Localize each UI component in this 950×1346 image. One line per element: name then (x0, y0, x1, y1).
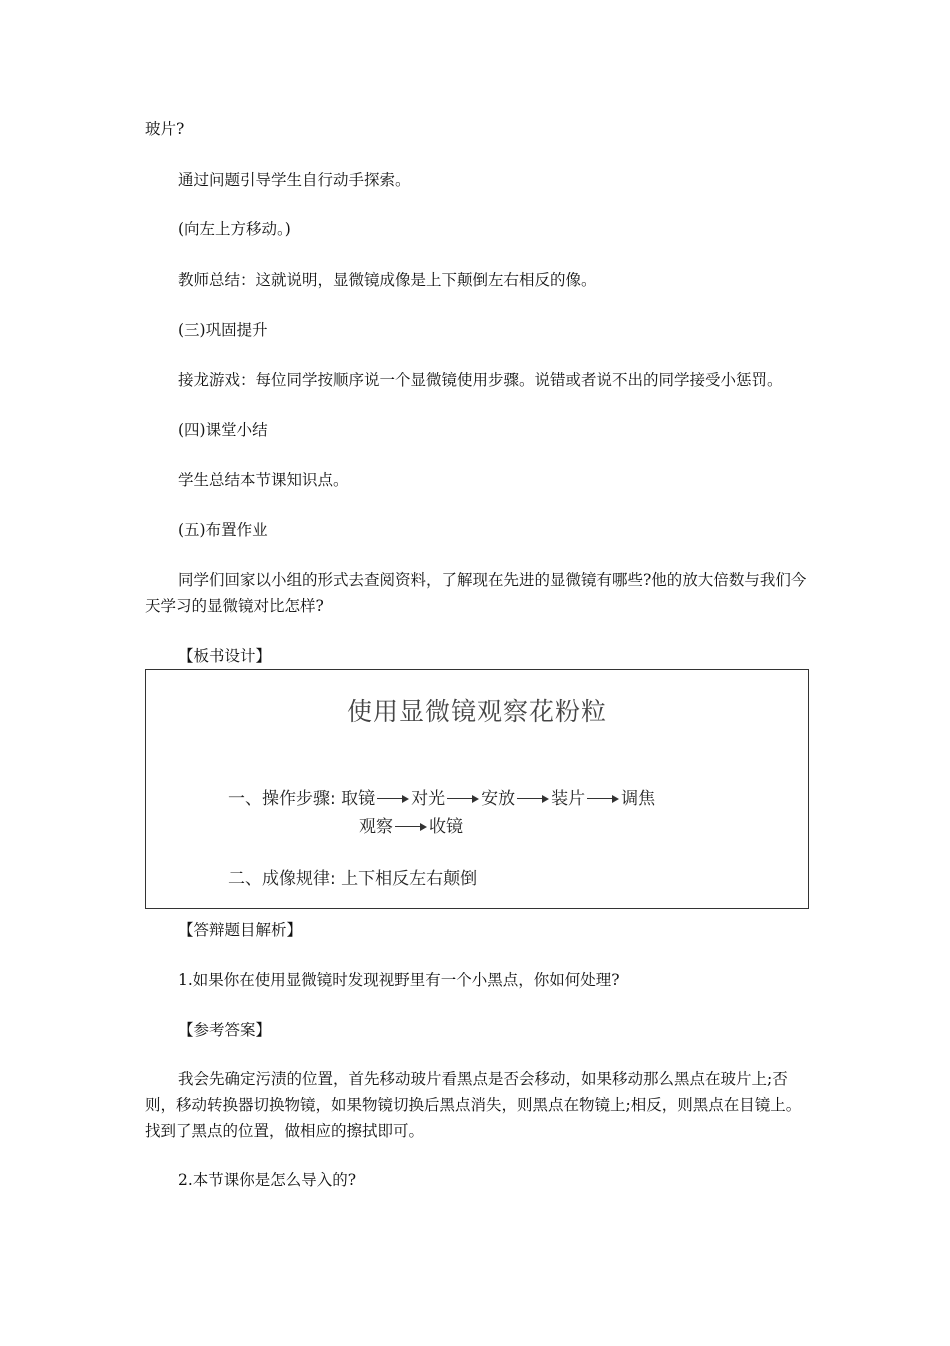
answer-1: 我会先确定污渍的位置，首先移动玻片看黑点是否会移动，如果移动那么黑点在玻片上;否则，移动转换器切换物镜，如果物镜切换后黑点消失，则黑点在物镜上;相反，则黑点在目镜上。找到了黑点的位置，做相应的擦拭即可。 (145, 1070, 802, 1140)
arrow-right-icon (587, 794, 619, 804)
paragraph-continuation: 玻片? (145, 120, 185, 138)
step-item: 装片 (551, 789, 586, 809)
step-item: 收镜 (429, 817, 463, 837)
question-2: 2.本节课你是怎么导入的? (178, 1171, 357, 1189)
paragraph-game: 接龙游戏：每位同学按顺序说一个显微镜使用步骤。说错或者说不出的同学接受小惩罚。 (178, 371, 783, 389)
arrow-right-icon (395, 822, 427, 832)
section-heading-summary: (四)课堂小结 (178, 421, 268, 439)
blackboard-design-box (145, 669, 809, 909)
paragraph-student-summary: 学生总结本节课知识点。 (178, 471, 349, 489)
board-steps-line (228, 784, 655, 809)
section-heading-homework: (五)布置作业 (178, 521, 268, 539)
imaging-label: 二、成像规律: (228, 869, 336, 889)
step-item: 观察 (359, 817, 393, 837)
paragraph-homework: 同学们回家以小组的形式去查阅资料，了解现在先进的显微镜有哪些?他的放大倍数与我们今天学习的显微镜对比怎样? (145, 571, 807, 615)
arrow-right-icon (517, 794, 549, 804)
step-item: 对光 (411, 789, 446, 809)
steps-label: 一、操作步骤: (228, 789, 336, 809)
step-item: 调焦 (621, 789, 656, 809)
step-item: 取镜 (341, 789, 376, 809)
arrow-right-icon (447, 794, 479, 804)
arrow-right-icon (377, 794, 409, 804)
reference-answer-heading: 【参考答案】 (178, 1021, 272, 1039)
section-heading-qa: 【答辩题目解析】 (178, 921, 303, 939)
paragraph-answer-hint: (向左上方移动。) (178, 220, 291, 238)
imaging-rule: 上下相反左右颠倒 (341, 869, 478, 889)
question-1: 1.如果你在使用显微镜时发现视野里有一个小黑点，你如何处理? (178, 971, 620, 989)
board-title: 使用显微镜观察花粉粒 (346, 697, 607, 726)
paragraph-guide: 通过问题引导学生自行动手探索。 (178, 171, 411, 189)
section-heading-board-design: 【板书设计】 (178, 647, 272, 665)
board-imaging-line (228, 864, 477, 889)
step-item: 安放 (481, 789, 516, 809)
board-steps-line-2 (359, 812, 463, 837)
section-heading-consolidate: (三)巩固提升 (178, 321, 268, 339)
paragraph-teacher-summary: 教师总结：这就说明，显微镜成像是上下颠倒左右相反的像。 (178, 271, 597, 289)
